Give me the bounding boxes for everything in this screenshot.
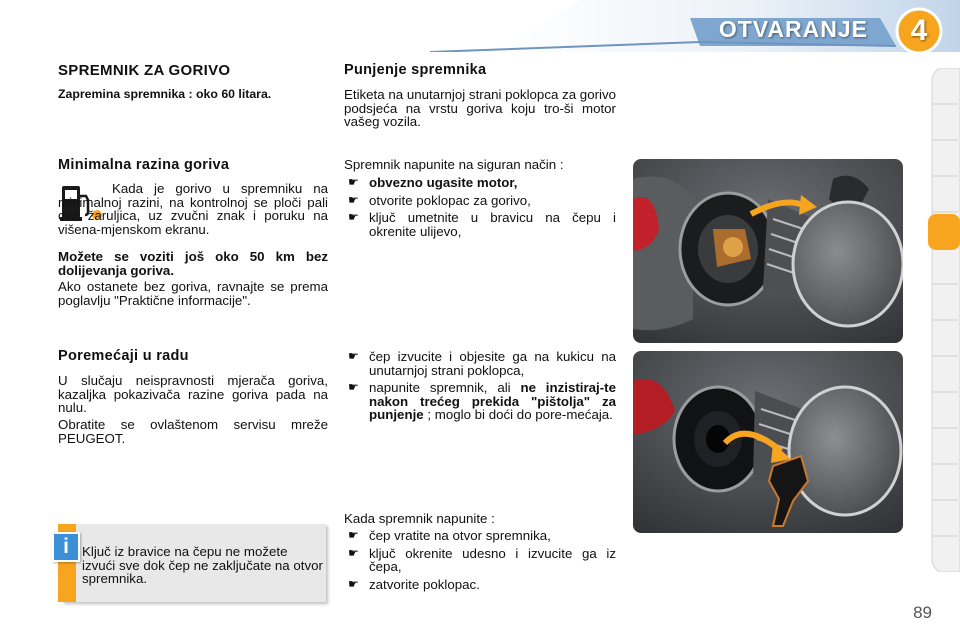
chapter-title: OTVARANJE (718, 16, 868, 42)
pointing-hand-icon: ☛ (348, 528, 359, 542)
pointing-hand-icon: ☛ (348, 192, 359, 207)
fuel-cap-hook-photo (633, 351, 903, 533)
list-item: ☛ obvezno ugasite motor, (348, 175, 518, 190)
refuel-heading: Punjenje spremnika (344, 62, 487, 78)
list-item: ☛ ključ okrenite udesno i izvucite ga iz čepa, (348, 545, 616, 575)
fuel-flap-key-photo (633, 159, 903, 343)
list-item: ☛ ključ umetnite u bravicu na čepu i okrenite ulijevo, (348, 210, 616, 239)
chapter-number: 4 (910, 14, 928, 47)
refuel-intro: Etiketa na unutarnjoj strani poklopca za gorivo podsjeća na vrstu goriva koju tro-ši motor vašeg vozila. (344, 87, 617, 130)
pointing-hand-icon: ☛ (348, 545, 359, 560)
after-fill-intro: Kada spremnik napunite : (344, 511, 495, 526)
pointing-hand-icon: ☛ (348, 210, 359, 225)
safe-fill-intro: Spremnik napunite na siguran način : (344, 157, 564, 172)
page-number: 89 (913, 603, 932, 622)
list-item: ☛ napunite spremnik, ali ne inzistiraj-te nakon trećeg prekida "pištolja" za punjenje ; moglo bi doći do pore-mećaja. (348, 380, 616, 423)
refuel-steps-2 (344, 350, 616, 426)
tank-capacity: Zapremina spremnika : oko 60 litara. (58, 87, 272, 101)
list-item: ☛ zatvorite poklopac. (348, 576, 480, 592)
pointing-hand-icon: ☛ (348, 380, 359, 395)
list-item: ☛ čep izvucite i objesite ga na kukicu na unutarnjoj strani poklopca, (348, 349, 616, 378)
section-title: SPREMNIK ZA GORIVO (58, 62, 231, 79)
malfunction-text: U slučaju neispravnosti mjerača goriva, kazaljka pokazivača razine goriva pada na nulu. (58, 373, 328, 416)
pointing-hand-icon: ☛ (348, 175, 359, 189)
note-text: Ključ iz bravice na čepu ne možete izvući sve dok čep ne zaključate na otvor spremnika. (82, 544, 323, 587)
pointing-hand-icon: ☛ (348, 349, 359, 363)
malfunction-heading: Poremećaji u radu (58, 348, 189, 364)
malfunction-contact: Obratite se ovlaštenom servisu mreže PEUGEOT. (58, 417, 328, 446)
min-level-advice: Ako ostanete bez goriva, ravnajte se prema poglavlju "Praktične informacije". (58, 279, 328, 308)
list-item: ☛ čep vratite na otvor spremnika, (348, 528, 551, 543)
min-level-warning: Možete se voziti još oko 50 km bez dolijevanja goriva. (58, 249, 328, 278)
pointing-hand-icon: ☛ (348, 576, 359, 591)
chapter-tabs (928, 68, 960, 572)
info-icon: i (52, 532, 80, 562)
list-item: ☛ otvorite poklopac za gorivo, (348, 192, 531, 208)
min-level-text: Kada je gorivo u spremniku na minimalnoj razini, na kontrolnoj se ploči pali ova žaruljica, uz zvučni znak i poruku na višena-mjenskom ekranu. (58, 181, 328, 237)
min-level-heading: Minimalna razina goriva (58, 157, 230, 173)
refuel-steps-1 (344, 176, 616, 242)
refuel-steps-3 (344, 529, 616, 595)
